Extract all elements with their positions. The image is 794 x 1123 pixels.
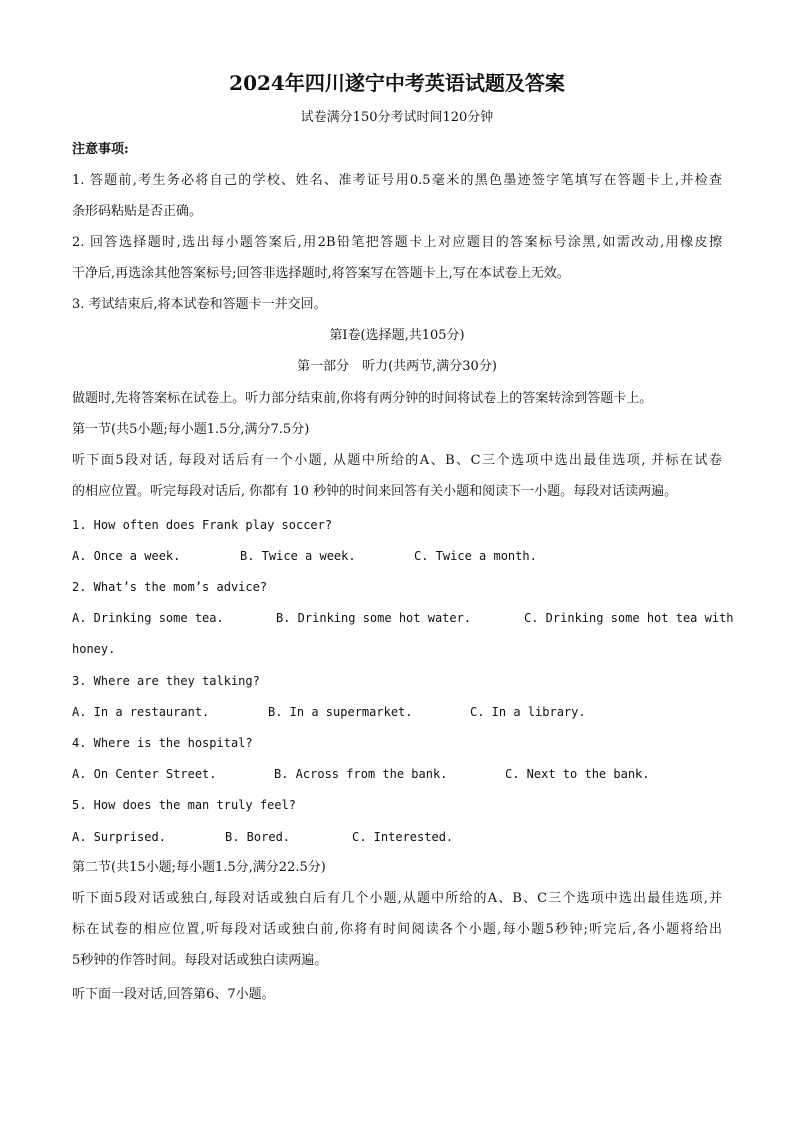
note-line: 2. 回答选择题时,选出每小题答案后,用2B铅笔把答题卡上对应题目的答案标号涂黑,如需改动,用橡皮擦	[72, 235, 722, 250]
option-c-continued: honey.	[72, 642, 116, 656]
volume-heading: 第Ⅰ卷(选择题,共105分)	[329, 328, 465, 343]
exam-subtitle: 试卷满分150分考试时间120分钟	[300, 110, 494, 125]
section1-heading: 第一节(共5小题;每小题1.5分,满分7.5分)	[72, 422, 310, 437]
option-a: A. Once a week.	[72, 549, 181, 563]
option-a: A. Drinking some tea.	[72, 611, 224, 625]
note-line: 3. 考试结束后,将本试卷和答题卡一并交回。	[72, 297, 327, 312]
option-c: C. Drinking some hot tea with	[524, 611, 734, 625]
question-text: 5. How does the man truly feel?	[72, 798, 296, 812]
question-text: 2. What’s the mom’s advice?	[72, 580, 268, 594]
note-line: 条形码粘贴是否正确。	[72, 204, 203, 219]
note-line: 1. 答题前,考生务必将自己的学校、姓名、准考证号用0.5毫米的黑色墨迹签字笔填写在答题卡上,并检查	[72, 173, 722, 188]
option-c: C. Twice a month.	[414, 549, 537, 563]
listening-intro: 做题时,先将答案标在试卷上。听力部分结束前,你将有两分钟的时间将试卷上的答案转涂到答题卡上。	[72, 391, 653, 406]
dialogue-intro: 听下面一段对话,回答第6、7小题。	[72, 987, 275, 1002]
question-text: 3. Where are they talking?	[72, 674, 260, 688]
option-c: C. Interested.	[352, 830, 454, 844]
page-title: 2024年四川遂宁中考英语试题及答案	[229, 71, 565, 95]
option-c: C. Next to the bank.	[505, 767, 650, 781]
note-line: 干净后,再选涂其他答案标号;回答非选择题时,将答案写在答题卡上,写在本试卷上无效。	[72, 266, 570, 281]
section1-instruction: 的相应位置。听完每段对话后, 你都有 10 秒钟的时间来回答有关小题和阅读下一小题。每段对话读两遍。	[72, 484, 678, 499]
option-c: C. In a library.	[470, 705, 586, 719]
option-a: A. Surprised.	[72, 830, 166, 844]
section2-heading: 第二节(共15小题;每小题1.5分,满分22.5分)	[72, 860, 326, 875]
question-text: 4. Where is the hospital?	[72, 736, 253, 750]
option-a: A. On Center Street.	[72, 767, 217, 781]
option-a: A. In a restaurant.	[72, 705, 210, 719]
option-b: B. Across from the bank.	[274, 767, 448, 781]
option-b: B. Bored.	[225, 830, 291, 844]
option-b: B. In a supermarket.	[268, 705, 413, 719]
section2-instruction: 标在试卷的相应位置,听每段对话或独白前,你将有时间阅读各个小题,每小题5秒钟;听完后,各小题将给出	[72, 922, 722, 937]
question-text: 1. How often does Frank play soccer?	[72, 518, 333, 532]
section2-instruction: 听下面5段对话或独白,每段对话或独白后有几个小题,从题中所给的A、B、C三个选项中选出最佳选项,并	[72, 891, 722, 906]
section1-instruction: 听下面5段对话, 每段对话后有一个小题, 从题中所给的A、B、C三个选项中选出最佳选项, 并标在试卷	[72, 453, 722, 468]
option-b: B. Drinking some hot water.	[276, 611, 472, 625]
option-b: B. Twice a week.	[240, 549, 356, 563]
part-heading: 第一部分 听力(共两节,满分30分)	[297, 359, 497, 374]
notice-heading: 注意事项:	[72, 142, 129, 157]
section2-instruction: 5秒钟的作答时间。每段对话或独白读两遍。	[72, 953, 328, 968]
